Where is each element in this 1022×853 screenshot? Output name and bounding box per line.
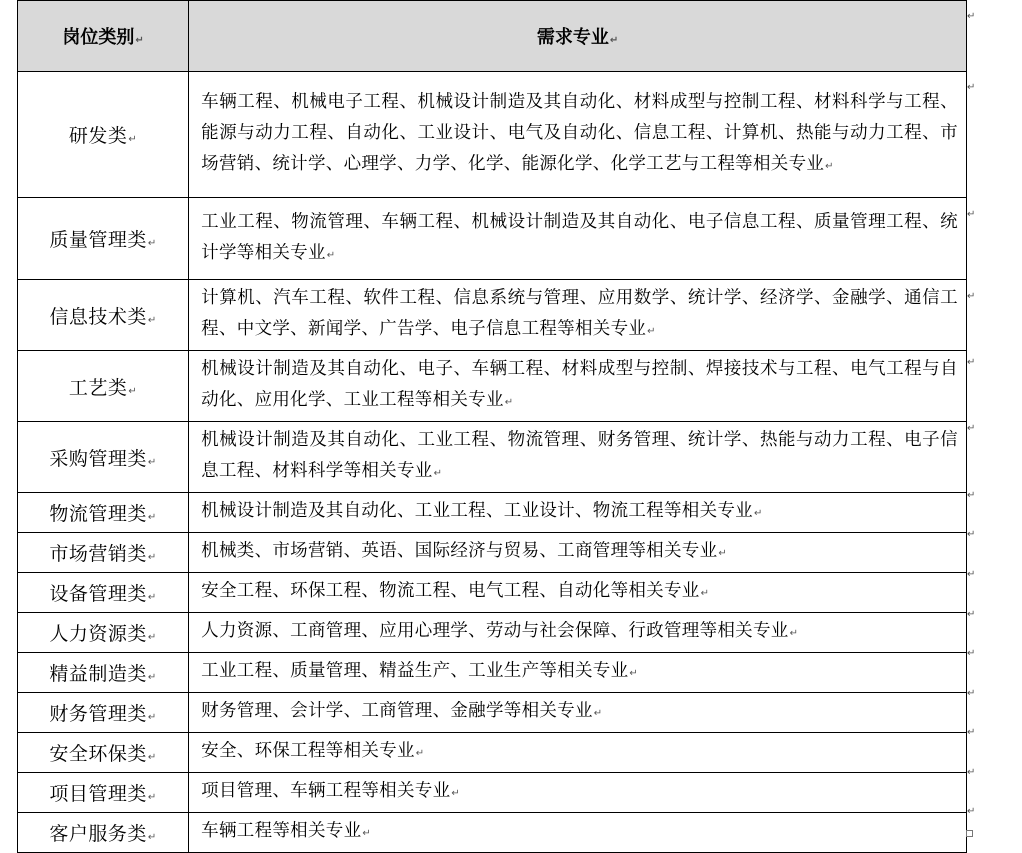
row-end-mark-icon: ↵ — [967, 11, 976, 22]
category-label: 质量管理类 — [49, 229, 147, 251]
category-label: 财务管理类 — [49, 703, 147, 725]
paragraph-mark-icon: ↵ — [147, 552, 157, 563]
major-cell — [189, 813, 967, 853]
paragraph-mark-icon: ↵ — [147, 238, 157, 249]
category-label: 研发类 — [68, 125, 128, 147]
row-end-mark-icon: ↵ — [967, 423, 976, 434]
paragraph-mark-icon: ↵ — [753, 508, 763, 519]
category-cell — [18, 198, 189, 280]
paragraph-mark-icon: ↵ — [362, 828, 372, 839]
major-cell — [189, 773, 967, 813]
major-text: 项目管理、车辆工程等相关专业 — [201, 781, 451, 801]
major-cell — [189, 72, 967, 198]
category-label: 客户服务类 — [49, 823, 147, 845]
major-text: 机械类、市场营销、英语、国际经济与贸易、工商管理等相关专业 — [201, 541, 718, 561]
major-requirements-table — [17, 0, 967, 853]
table-row — [18, 733, 967, 773]
paragraph-mark-icon: ↵ — [593, 708, 603, 719]
category-cell — [18, 773, 189, 813]
category-label: 市场营销类 — [49, 543, 147, 565]
category-cell — [18, 422, 189, 493]
category-label: 项目管理类 — [49, 783, 147, 805]
category-cell — [18, 693, 189, 733]
paragraph-mark-icon: ↵ — [451, 788, 461, 799]
major-text: 人力资源、工商管理、应用心理学、劳动与社会保障、行政管理等相关专业 — [201, 621, 789, 641]
major-cell — [189, 693, 967, 733]
paragraph-mark-icon: ↵ — [147, 752, 157, 763]
major-text: 机械设计制造及其自动化、工业工程、工业设计、物流工程等相关专业 — [201, 501, 753, 521]
table-row — [18, 351, 967, 422]
table-row — [18, 613, 967, 653]
row-end-mark-icon: ↵ — [967, 291, 976, 302]
major-cell — [189, 351, 967, 422]
header-category — [18, 1, 189, 72]
category-cell — [18, 72, 189, 198]
table-row — [18, 280, 967, 351]
row-end-mark-icon: ↵ — [967, 529, 976, 540]
paragraph-mark-icon: ↵ — [147, 832, 157, 843]
paragraph-mark-icon: ↵ — [789, 628, 799, 639]
paragraph-mark-icon: ↵ — [147, 592, 157, 603]
header-major-label: 需求专业 — [536, 27, 609, 48]
major-cell — [189, 198, 967, 280]
category-label: 工艺类 — [68, 376, 128, 399]
category-label: 采购管理类 — [49, 447, 147, 470]
header-major — [189, 1, 967, 72]
major-text: 安全、环保工程等相关专业 — [201, 741, 415, 761]
paragraph-mark-icon: ↵ — [147, 314, 157, 326]
category-label: 信息技术类 — [49, 305, 147, 328]
category-cell — [18, 280, 189, 351]
major-cell — [189, 733, 967, 773]
major-text: 车辆工程、机械电子工程、机械设计制造及其自动化、材料成型与控制工程、材料科学与工程、能源与动力工程、自动化、工业设计、电气及自动化、信息工程、计算机、热能与动力工程、市场营销、统计学、心理学、力学、化学、能源化学、化学工艺与工程等相关专业 — [201, 92, 958, 174]
category-cell — [18, 653, 189, 693]
paragraph-mark-icon: ↵ — [415, 748, 425, 759]
major-cell — [189, 493, 967, 533]
paragraph-mark-icon: ↵ — [147, 792, 157, 803]
paragraph-mark-icon: ↵ — [609, 35, 619, 46]
paragraph-mark-icon: ↵ — [700, 588, 710, 599]
paragraph-mark-icon: ↵ — [147, 712, 157, 723]
row-end-mark-icon: ↵ — [967, 688, 976, 699]
major-text: 财务管理、会计学、工商管理、金融学等相关专业 — [201, 701, 593, 721]
major-text: 安全工程、环保工程、物流工程、电气工程、自动化等相关专业 — [201, 581, 700, 601]
table-row — [18, 72, 967, 198]
table-row — [18, 422, 967, 493]
row-end-mark-icon: ↵ — [967, 490, 976, 501]
category-cell — [18, 573, 189, 613]
paragraph-mark-icon: ↵ — [825, 161, 834, 172]
major-text: 车辆工程等相关专业 — [201, 821, 362, 841]
paragraph-mark-icon: ↵ — [647, 326, 656, 337]
category-cell — [18, 351, 189, 422]
paragraph-mark-icon: ↵ — [128, 134, 138, 145]
table-row — [18, 773, 967, 813]
paragraph-mark-icon: ↵ — [326, 249, 336, 261]
table-header-row — [18, 1, 967, 72]
row-end-mark-icon: ↵ — [967, 82, 976, 93]
major-cell — [189, 280, 967, 351]
row-end-mark-icon: ↵ — [967, 209, 976, 220]
paragraph-mark-icon: ↵ — [147, 632, 157, 643]
category-label: 人力资源类 — [49, 623, 147, 645]
paragraph-mark-icon: ↵ — [128, 385, 138, 397]
paragraph-mark-icon: ↵ — [147, 512, 157, 523]
row-end-mark-icon: ↵ — [967, 806, 976, 817]
category-cell — [18, 493, 189, 533]
table-row — [18, 573, 967, 613]
paragraph-mark-icon: ↵ — [147, 672, 157, 683]
major-text: 机械设计制造及其自动化、工业工程、物流管理、财务管理、统计学、热能与动力工程、电子信息工程、材料科学等相关专业 — [201, 430, 958, 481]
category-label: 安全环保类 — [49, 743, 147, 765]
header-category-label: 岗位类别 — [62, 27, 135, 48]
table-row — [18, 493, 967, 533]
paragraph-mark-icon: ↵ — [629, 668, 639, 679]
table-row — [18, 533, 967, 573]
paragraph-mark-icon: ↵ — [147, 456, 157, 468]
category-cell — [18, 733, 189, 773]
category-label: 设备管理类 — [49, 583, 147, 605]
paragraph-mark-icon: ↵ — [504, 397, 514, 408]
major-cell — [189, 573, 967, 613]
table-row — [18, 653, 967, 693]
row-end-mark-icon: ↵ — [967, 727, 976, 738]
major-text: 工业工程、物流管理、车辆工程、机械设计制造及其自动化、电子信息工程、质量管理工程、统计学等相关专业 — [201, 211, 958, 263]
category-label: 精益制造类 — [49, 663, 147, 685]
table-row — [18, 813, 967, 853]
row-end-mark-icon: ↵ — [967, 357, 976, 368]
row-end-mark-icon: ↵ — [967, 767, 976, 778]
table-row — [18, 693, 967, 733]
major-text: 机械设计制造及其自动化、电子、车辆工程、材料成型与控制、焊接技术与工程、电气工程与自动化、应用化学、工业工程等相关专业 — [201, 359, 958, 410]
major-cell — [189, 653, 967, 693]
paragraph-mark-icon: ↵ — [135, 35, 144, 46]
category-cell — [18, 533, 189, 573]
row-end-mark-icon: ↵ — [967, 648, 976, 659]
major-cell — [189, 613, 967, 653]
category-label: 物流管理类 — [49, 503, 147, 525]
table-row — [18, 198, 967, 280]
category-cell — [18, 813, 189, 853]
major-cell — [189, 422, 967, 493]
row-end-mark-icon: ↵ — [967, 609, 976, 620]
table-end-marker-icon — [966, 830, 973, 837]
major-text: 计算机、汽车工程、软件工程、信息系统与管理、应用数学、统计学、经济学、金融学、通信工程、中文学、新闻学、广告学、电子信息工程等相关专业 — [201, 288, 958, 339]
paragraph-mark-icon: ↵ — [433, 468, 443, 479]
major-cell — [189, 533, 967, 573]
major-text: 工业工程、质量管理、精益生产、工业生产等相关专业 — [201, 661, 629, 681]
category-cell — [18, 613, 189, 653]
row-end-mark-icon: ↵ — [967, 569, 976, 580]
paragraph-mark-icon: ↵ — [718, 548, 728, 559]
